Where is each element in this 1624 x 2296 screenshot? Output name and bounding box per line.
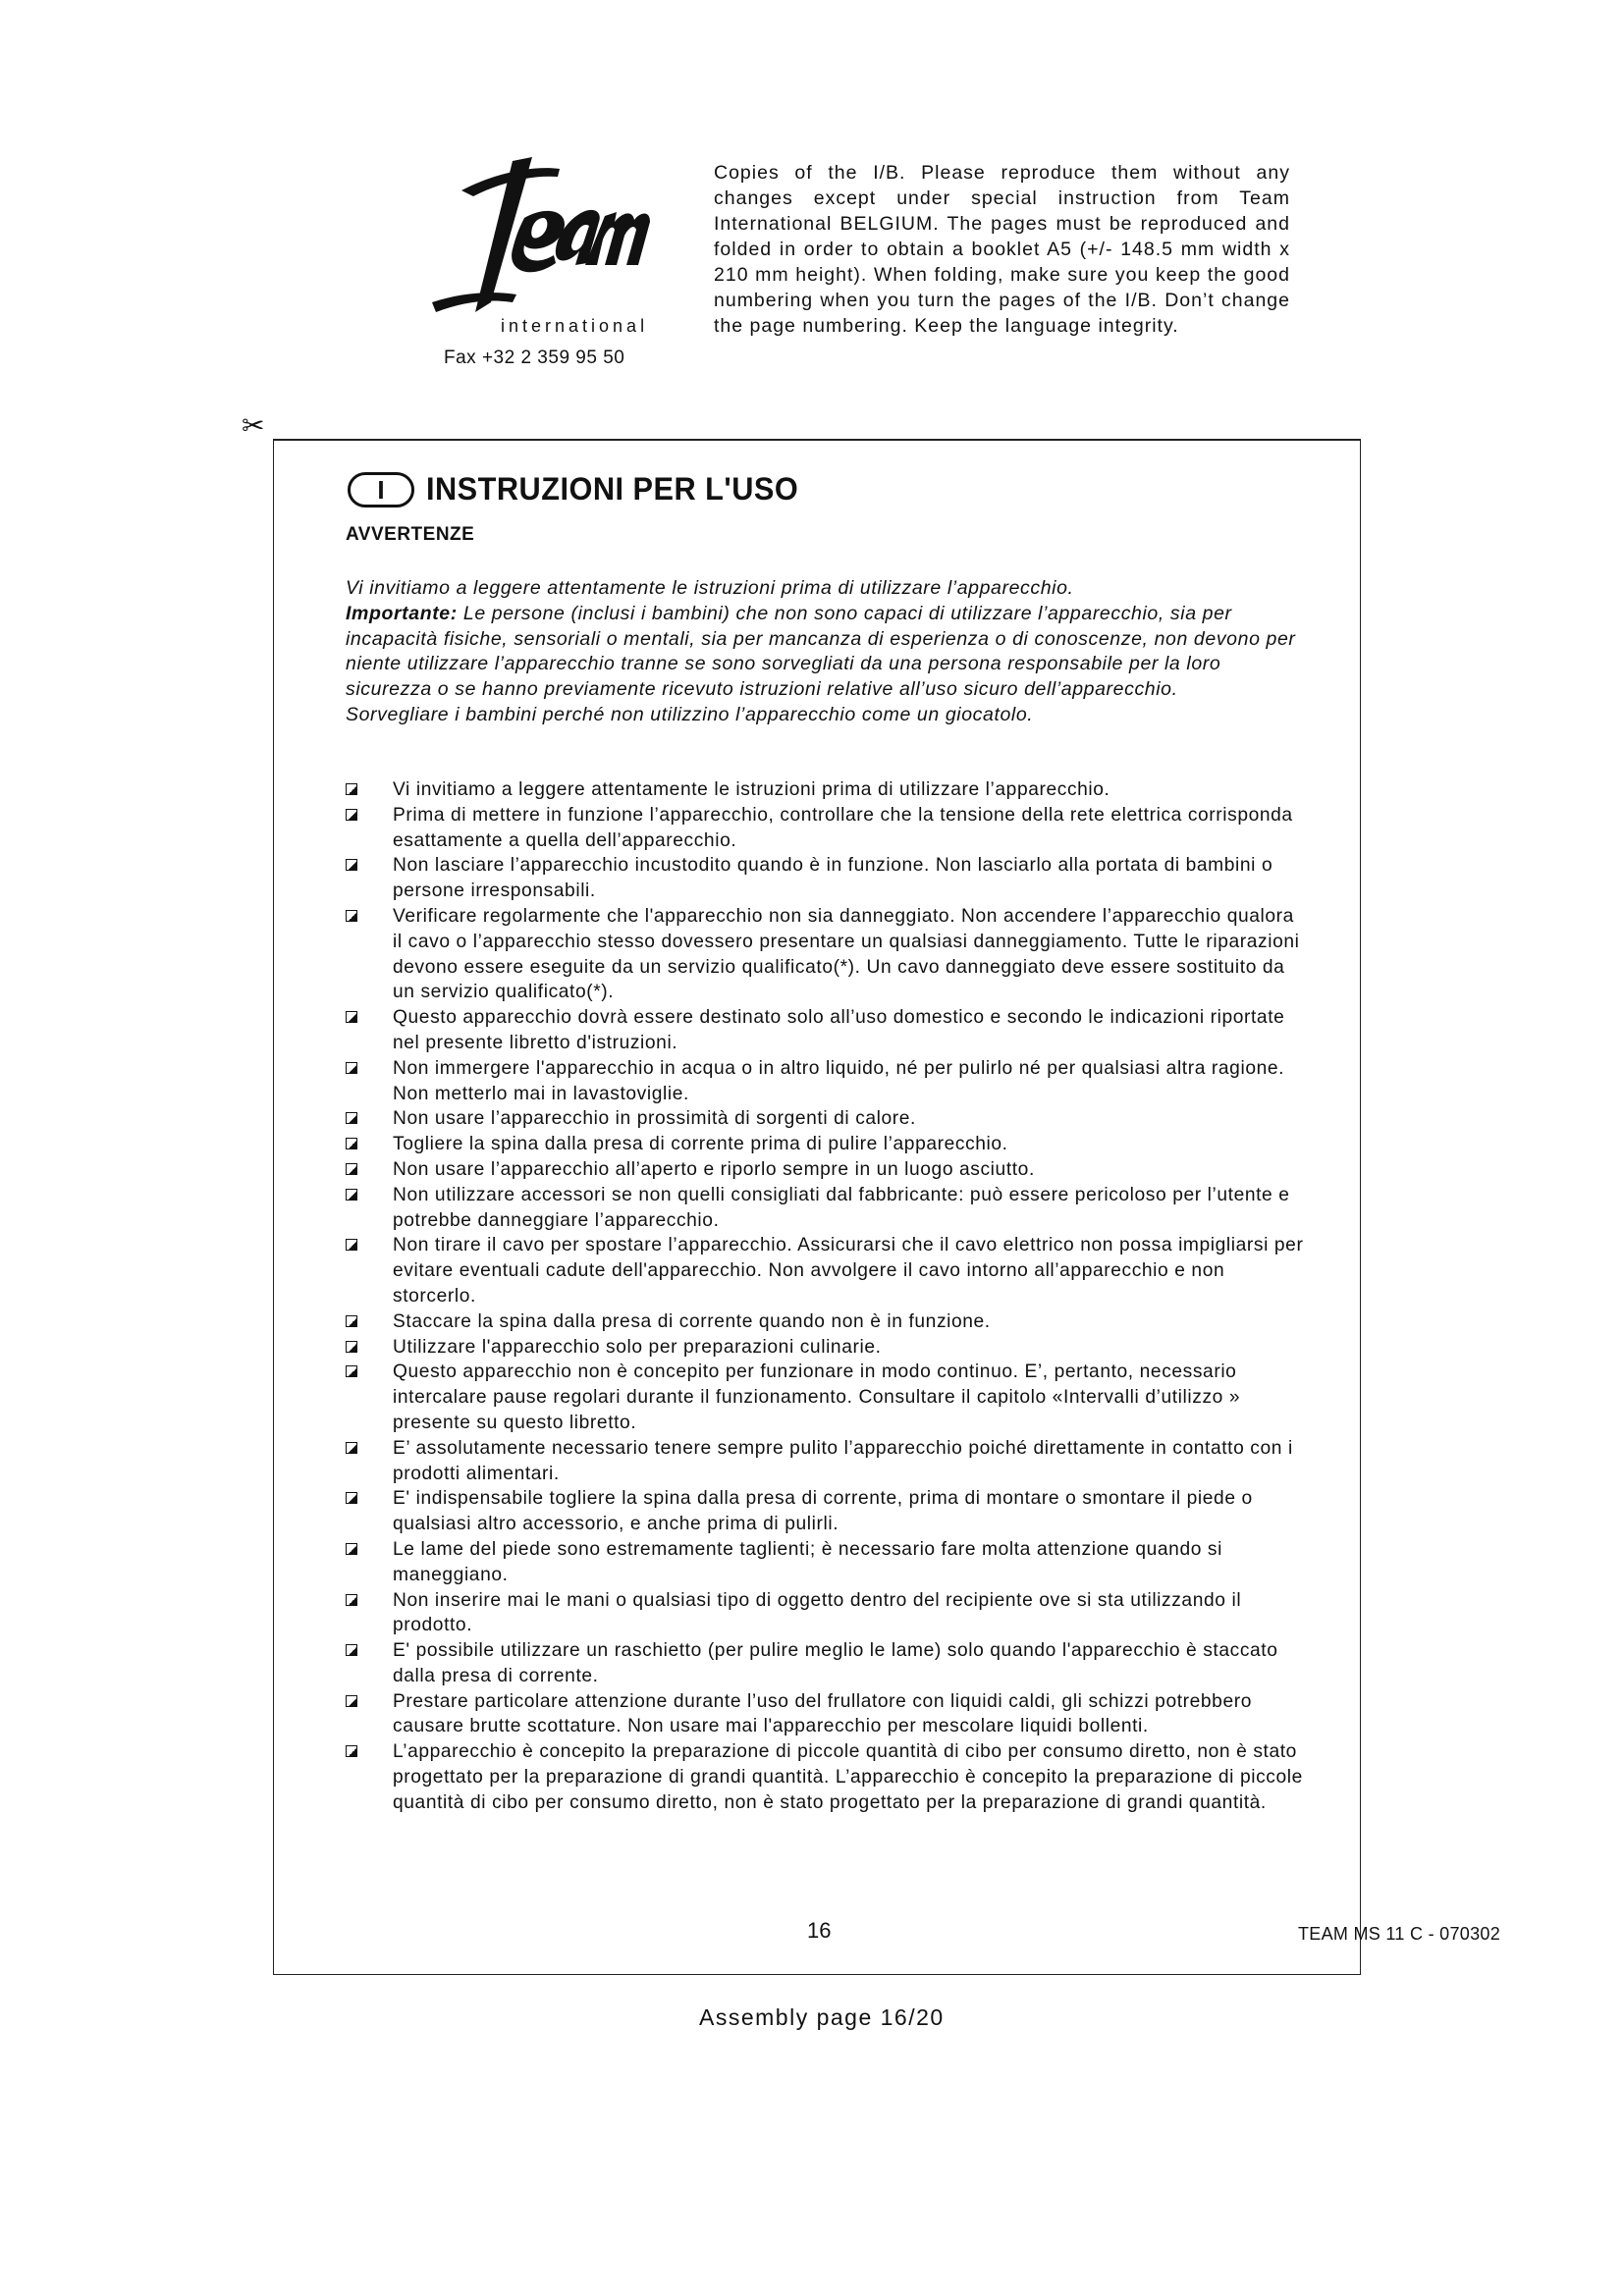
checkbox-bullet-icon [346, 1011, 357, 1023]
checkbox-bullet-icon [346, 1644, 357, 1656]
list-item: Non immergere l'apparecchio in acqua o in altro liquido, né per pulirlo né per qualsiasi altra ragione. Non metterlo mai in lavastoviglie. [346, 1056, 1306, 1107]
section-heading: AVVERTENZE [346, 524, 475, 545]
checkbox-bullet-icon [346, 910, 357, 922]
list-item: Non inserire mai le mani o qualsiasi tipo di oggetto dentro del recipiente ove si sta utilizzando il prodotto. [346, 1588, 1306, 1639]
important-label: Importante: [346, 602, 458, 624]
list-item: Verificare regolarmente che l'apparecchio non sia danneggiato. Non accendere l’apparecchio qualora il cavo o l’apparecchio stesso dovessero presentare un qualsiasi danneggiamento. Tutte le riparazioni devono essere eseguite da un servizio qualificato(*). Un cavo danneggiato deve essere sostituito da un servizio qualificato(*). [346, 904, 1306, 1005]
assembly-page-label: Assembly page 16/20 [699, 2004, 945, 2030]
important-text: Le persone (inclusi i bambini) che non sono capaci di utilizzare l’apparecchio, sia per incapacità fisiche, sensoriali o mentali, sia per mancanza di esperienza o di conoscenze, non devono per niente utilizzare l’apparecchio tranne se sono sorvegliati da una persona responsabile per la loro sicurezza o se hanno previamente ricevuto istruzioni relative all’uso sicuro dell’apparecchio. [346, 602, 1296, 701]
list-item: Non usare l’apparecchio all’aperto e riporlo sempre in un luogo asciutto. [346, 1157, 1306, 1183]
checkbox-bullet-icon [346, 809, 357, 821]
list-item: Staccare la spina dalla presa di corrente quando non è in funzione. [346, 1309, 1306, 1335]
checkbox-bullet-icon [346, 783, 357, 795]
list-item: E' possibile utilizzare un raschietto (per pulire meglio le lame) solo quando l'apparecchio è staccato dalla presa di corrente. [346, 1638, 1306, 1689]
list-item: Non usare l’apparecchio in prossimità di sorgenti di calore. [346, 1106, 1306, 1132]
scissors-icon: ✂ [242, 410, 265, 441]
checkbox-bullet-icon [346, 1365, 357, 1377]
language-badge: I [348, 472, 414, 507]
model-reference: TEAM MS 11 C - 070302 [1298, 1924, 1501, 1944]
checkbox-bullet-icon [346, 859, 357, 871]
checkbox-bullet-icon [346, 1163, 357, 1175]
list-item: Questo apparecchio dovrà essere destinato solo all’uso domestico e secondo le indicazioni riportate nel presente libretto d'istruzioni. [346, 1005, 1306, 1056]
list-item: Vi invitiamo a leggere attentamente le istruzioni prima di utilizzare l’apparecchio. [346, 777, 1306, 803]
checkbox-bullet-icon [346, 1492, 357, 1504]
important-paragraph [346, 602, 1298, 703]
page-number: 16 [807, 1918, 832, 1943]
list-item: Prima di mettere in funzione l’apparecchio, controllare che la tensione della rete elettrica corrisponda esattamente a quella dell’apparecchio. [346, 803, 1306, 854]
checkbox-bullet-icon [346, 1062, 357, 1074]
checkbox-bullet-icon [346, 1745, 357, 1757]
list-item: Togliere la spina dalla presa di corrente prima di pulire l’apparecchio. [346, 1132, 1306, 1157]
checkbox-bullet-icon [346, 1239, 357, 1251]
intro-line: Vi invitiamo a leggere attentamente le istruzioni prima di utilizzare l’apparecchio. [346, 577, 1074, 599]
list-item: Non lasciare l’apparecchio incustodito quando è in funzione. Non lasciarlo alla portata di bambini o persone irresponsabili. [346, 853, 1306, 904]
checkbox-bullet-icon [346, 1138, 357, 1149]
warning-list [346, 777, 1306, 1816]
checkbox-bullet-icon [346, 1442, 357, 1454]
list-item: Non tirare il cavo per spostare l’apparecchio. Assicurarsi che il cavo elettrico non possa impigliarsi per evitare eventuali cadute dell'apparecchio. Non avvolgere il cavo intorno all’apparecchio e non storcerlo. [346, 1233, 1306, 1308]
logo-wordmark: international [501, 316, 649, 336]
list-item: E' indispensabile togliere la spina dalla presa di corrente, prima di montare o smontare il piede o qualsiasi altro accessorio, e anche prima di pulirli. [346, 1486, 1306, 1537]
team-international-logo [422, 155, 658, 342]
checkbox-bullet-icon [346, 1594, 357, 1606]
list-item: Utilizzare l'apparecchio solo per preparazioni culinarie. [346, 1335, 1306, 1361]
checkbox-bullet-icon [346, 1112, 357, 1124]
checkbox-bullet-icon [346, 1189, 357, 1201]
list-item: L’apparecchio è concepito la preparazione di piccole quantità di cibo per consumo diretto, non è stato progettato per la preparazione di grandi quantità. L’apparecchio è concepito la preparazione di piccole quantità di cibo per consumo diretto, non è stato progettato per la preparazione di grandi quantità. [346, 1739, 1306, 1815]
fax-number: Fax +32 2 359 95 50 [444, 347, 625, 368]
copies-instruction-note: Copies of the I/B. Please reproduce them without any changes except under special instruction from Team International BELGIUM. The pages must be reproduced and folded in order to obtain a booklet A5 (+/- 148.5 mm width x 210 mm height). When folding, make sure you keep the good numbering when you turn the pages of the I/B. Don’t change the page numbering. Keep the language integrity. [714, 162, 1290, 337]
list-item: Questo apparecchio non è concepito per funzionare in modo continuo. E’, pertanto, necessario intercalare pause regolari durante il funzionamento. Consultare il capitolo «Intervalli d’utilizzo » presente su questo libretto. [346, 1360, 1306, 1435]
checkbox-bullet-icon [346, 1543, 357, 1555]
intro-paragraph [346, 576, 1298, 728]
page-title: INSTRUZIONI PER L'USO [426, 471, 799, 507]
checkbox-bullet-icon [346, 1341, 357, 1353]
checkbox-bullet-icon [346, 1315, 357, 1327]
checkbox-bullet-icon [346, 1695, 357, 1707]
supervision-line: Sorvegliare i bambini perché non utilizzino l’apparecchio come un giocatolo. [346, 703, 1034, 725]
list-item: E’ assolutamente necessario tenere sempre pulito l’apparecchio poiché direttamente in contatto con i prodotti alimentari. [346, 1436, 1306, 1487]
list-item: Non utilizzare accessori se non quelli consigliati dal fabbricante: può essere pericoloso per l’utente e potrebbe danneggiare l’apparecchio. [346, 1183, 1306, 1234]
list-item: Le lame del piede sono estremamente taglienti; è necessario fare molta attenzione quando si maneggiano. [346, 1537, 1306, 1588]
list-item: Prestare particolare attenzione durante l’uso del frullatore con liquidi caldi, gli schizzi potrebbero causare brutte scottature. Non usare mai l'apparecchio per mescolare liquidi bollenti. [346, 1689, 1306, 1740]
